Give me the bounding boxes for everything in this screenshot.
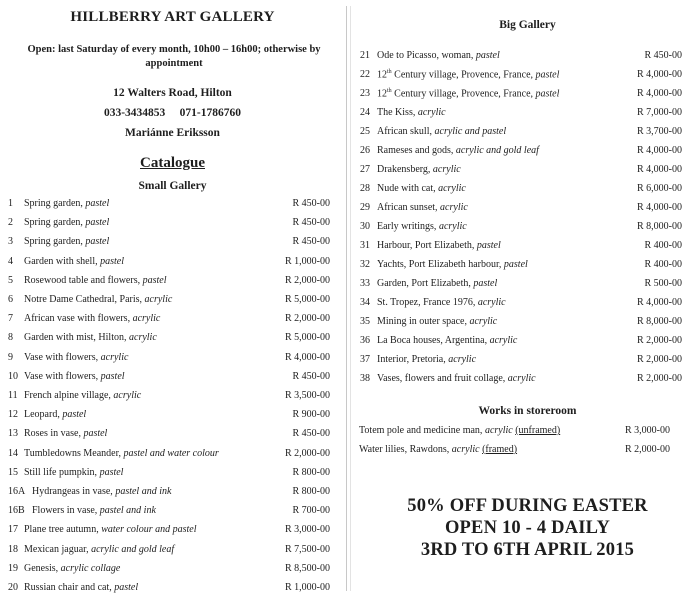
list-item	[355, 259, 700, 277]
item-number: 3	[8, 236, 13, 248]
list-item	[0, 275, 345, 291]
gallery-address: 12 Walters Road, Hilton	[113, 87, 232, 99]
item-medium: pastel	[62, 409, 87, 421]
item-title: Spring garden, pastel	[24, 217, 110, 229]
item-medium: acrylic	[469, 316, 498, 327]
item-title: Spring garden, pastel	[24, 236, 110, 248]
item-title: Garden with shell, pastel	[24, 255, 124, 267]
item-number: 23	[360, 88, 370, 99]
item-medium: acrylic	[489, 335, 518, 346]
item-number: 19	[8, 562, 18, 574]
item-title: Garden with mist, Hilton, acrylic	[24, 332, 157, 344]
item-title: Harbour, Port Elizabeth, pastel	[377, 240, 501, 251]
item-number: 20	[8, 582, 18, 593]
item-title: Water lilies, Rawdons, acrylic (framed)	[359, 444, 518, 455]
column-divider-shadow	[350, 6, 351, 591]
item-number: 2	[8, 217, 13, 229]
item-medium: acrylic	[438, 183, 466, 194]
item-medium: acrylic	[144, 294, 173, 305]
item-number: 29	[360, 202, 370, 213]
item-title: Still life pumpkin, pastel	[24, 466, 124, 478]
list-item	[355, 354, 700, 372]
item-medium: pastel	[99, 466, 124, 478]
item-price: R 2,000-00	[637, 354, 682, 365]
item-medium: acrylic	[100, 351, 129, 363]
list-item	[355, 164, 700, 182]
item-medium: acrylic	[477, 297, 506, 308]
list-item	[355, 183, 700, 201]
promo-line-3: 3RD TO 6TH APRIL 2015	[420, 540, 635, 560]
item-number: 35	[360, 316, 370, 327]
item-price: R 400-00	[644, 259, 682, 270]
list-item	[355, 88, 700, 106]
item-price: R 5,000-00	[285, 294, 330, 305]
list-item	[355, 145, 700, 163]
item-title: African sunset, acrylic	[377, 202, 468, 213]
item-price: R 4,000-00	[637, 202, 682, 213]
item-medium: pastel	[100, 255, 124, 267]
list-item	[355, 221, 700, 239]
item-price: R 2,000-00	[285, 313, 330, 325]
item-medium: acrylic	[448, 354, 477, 365]
list-item	[355, 50, 700, 68]
item-price: R 1,000-00	[285, 582, 330, 593]
item-number: 13	[8, 428, 18, 440]
item-medium: pastel and ink	[115, 486, 172, 497]
catalogue-heading: Catalogue	[140, 155, 205, 171]
item-price: R 450-00	[292, 236, 330, 248]
item-number: 37	[360, 354, 370, 365]
item-number: 5	[8, 274, 13, 286]
item-price: R 3,700-00	[637, 126, 682, 137]
item-title: Leopard, pastel	[24, 409, 87, 421]
item-title: Rameses and gods, acrylic and gold leaf	[377, 145, 539, 156]
list-item	[0, 217, 345, 233]
item-number: 22	[360, 69, 370, 80]
item-number: 33	[360, 278, 370, 289]
item-medium: pastel and ink	[99, 505, 156, 517]
right-column	[355, 0, 700, 591]
list-item	[359, 444, 700, 462]
item-title: African vase with flowers, acrylic	[24, 313, 161, 325]
item-price: R 2,000-00	[637, 335, 682, 346]
item-title: Vase with flowers, pastel	[24, 370, 125, 382]
item-medium: pastel	[85, 236, 110, 248]
item-medium: acrylic collage	[60, 562, 121, 574]
item-title: Garden, Port Elizabeth, pastel	[377, 278, 498, 289]
list-item	[0, 448, 345, 464]
item-price: R 1,000-00	[285, 255, 330, 267]
item-title: Vases, flowers and fruit collage, acrylic	[377, 373, 536, 384]
item-title: African skull, acrylic and pastel	[377, 126, 507, 137]
ordinal-suffix: th	[387, 88, 392, 94]
list-item	[355, 278, 700, 296]
item-medium: pastel	[475, 50, 500, 61]
left-column	[0, 0, 345, 591]
item-medium: acrylic	[432, 164, 461, 175]
item-number: 34	[360, 297, 370, 308]
item-number: 38	[360, 373, 370, 384]
list-item	[355, 240, 700, 258]
owner-name: Mariánne Eriksson	[125, 127, 220, 139]
list-item	[355, 126, 700, 144]
item-title: Interior, Pretoria, acrylic	[377, 354, 477, 365]
list-item	[0, 563, 345, 579]
list-item	[359, 425, 700, 443]
list-item	[0, 236, 345, 252]
item-number: 31	[360, 240, 370, 251]
item-price: R 450-00	[644, 50, 682, 61]
item-medium: pastel	[100, 370, 125, 382]
item-title: French alpine village, acrylic	[24, 390, 142, 401]
list-item	[355, 335, 700, 353]
item-price: R 800-00	[292, 486, 330, 497]
item-number: 1	[8, 198, 13, 209]
item-title: Hydrangeas in vase, pastel and ink	[32, 486, 172, 497]
item-medium: acrylic	[417, 107, 446, 118]
item-title: Spring garden, pastel	[24, 198, 110, 209]
item-medium: acrylic and pastel	[434, 126, 507, 137]
item-medium: water colour and pastel	[101, 524, 197, 536]
list-item	[355, 202, 700, 220]
item-medium: acrylic	[440, 202, 468, 213]
list-item	[0, 582, 345, 598]
list-item	[355, 316, 700, 334]
item-price: R 6,000-00	[637, 183, 682, 194]
item-number: 30	[360, 221, 370, 232]
item-medium: pastel	[503, 259, 528, 270]
item-number: 4	[8, 255, 13, 267]
list-item	[355, 297, 700, 315]
item-medium: acrylic	[132, 313, 161, 325]
item-title: Flowers in vase, pastel and ink	[32, 505, 156, 517]
item-price: R 2,000-00	[285, 274, 330, 286]
frame-status: (unframed)	[515, 425, 561, 436]
item-title: 12th Century village, Provence, France, pastel	[377, 69, 560, 81]
item-price: R 8,000-00	[637, 316, 682, 327]
item-number: 6	[8, 294, 13, 305]
list-item	[0, 390, 345, 406]
list-item	[355, 69, 700, 87]
item-price: R 4,000-00	[637, 297, 682, 308]
list-item	[0, 428, 345, 444]
list-item	[0, 505, 345, 521]
item-number: 18	[8, 543, 18, 555]
item-title: St. Tropez, France 1976, acrylic	[377, 297, 506, 308]
item-price: R 4,000-00	[637, 88, 682, 99]
big-gallery-heading: Big Gallery	[499, 19, 556, 31]
item-number: 25	[360, 126, 370, 137]
list-item	[0, 294, 345, 310]
item-medium: pastel	[83, 428, 108, 440]
storeroom-heading: Works in storeroom	[478, 405, 577, 417]
column-divider	[346, 6, 347, 591]
small-gallery-heading: Small Gallery	[138, 180, 207, 192]
item-number: 21	[360, 50, 370, 61]
list-item	[0, 332, 345, 348]
item-number: 32	[360, 259, 370, 270]
list-item	[0, 256, 345, 272]
list-item	[0, 409, 345, 425]
item-medium: acrylic	[484, 425, 513, 436]
list-item	[0, 544, 345, 560]
item-price: R 8,500-00	[285, 562, 330, 574]
item-medium: pastel	[142, 274, 167, 286]
item-title: Rosewood table and flowers, pastel	[24, 274, 167, 286]
item-medium: pastel	[535, 88, 560, 100]
frame-status: (framed)	[482, 444, 518, 455]
item-number: 16B	[8, 505, 25, 517]
opening-hours: Open: last Saturday of every month, 10h00 – 16h00; otherwise by appointment	[27, 44, 321, 69]
item-number: 28	[360, 183, 370, 194]
item-medium: pastel	[476, 240, 501, 251]
item-title: Roses in vase, pastel	[24, 428, 108, 440]
item-medium: acrylic	[507, 373, 536, 384]
item-title: La Boca houses, Argentina, acrylic	[377, 335, 518, 346]
item-price: R 8,000-00	[637, 221, 682, 232]
item-number: 14	[8, 447, 18, 459]
item-medium: pastel	[535, 69, 560, 81]
item-title: Mining in outer space, acrylic	[377, 316, 498, 327]
ordinal-suffix: th	[387, 69, 392, 75]
item-title: Genesis, acrylic collage	[24, 562, 121, 574]
item-number: 10	[8, 370, 18, 382]
item-medium: acrylic	[451, 444, 480, 455]
item-title: Vase with flowers, acrylic	[24, 351, 129, 363]
item-title: Totem pole and medicine man, acrylic (unframed)	[359, 425, 561, 436]
list-item	[0, 313, 345, 329]
item-number: 16A	[8, 486, 26, 497]
item-medium: pastel	[85, 198, 110, 209]
item-title: Plane tree autumn, water colour and pastel	[24, 524, 197, 536]
item-medium: acrylic	[438, 221, 467, 232]
item-medium: acrylic	[129, 332, 157, 344]
item-price: R 3,500-00	[285, 390, 330, 401]
item-price: R 450-00	[292, 370, 330, 382]
item-medium: acrylic and gold leaf	[91, 543, 175, 555]
item-price: R 4,000-00	[285, 351, 330, 363]
item-title: Drakensberg, acrylic	[377, 164, 461, 175]
item-price: R 7,500-00	[285, 543, 330, 555]
phone-numbers: 033-3434853 071-1786760	[103, 107, 242, 119]
item-title: The Kiss, acrylic	[377, 107, 446, 118]
item-price: R 700-00	[292, 505, 330, 517]
item-title: 12th Century village, Provence, France, pastel	[377, 88, 560, 100]
list-item	[355, 107, 700, 125]
item-number: 12	[8, 409, 18, 421]
item-number: 11	[8, 390, 18, 401]
item-price: R 800-00	[292, 466, 330, 478]
item-number: 24	[360, 107, 370, 118]
item-price: R 2,000-00	[285, 447, 330, 459]
item-number: 8	[8, 332, 13, 344]
item-price: R 450-00	[292, 428, 330, 440]
item-number: 9	[8, 351, 13, 363]
promo-line-1: 50% OFF DURING EASTER	[407, 496, 648, 516]
item-number: 26	[360, 145, 370, 156]
item-title: Yachts, Port Elizabeth harbour, pastel	[377, 259, 528, 270]
item-medium: acrylic and gold leaf	[455, 145, 539, 156]
item-price: R 4,000-00	[637, 164, 682, 175]
item-number: 7	[8, 313, 13, 325]
item-price: R 2,000-00	[625, 444, 670, 455]
item-title: Tumbledowns Meander, pastel and water colour	[24, 447, 219, 459]
list-item	[355, 373, 700, 391]
item-price: R 4,000-00	[637, 145, 682, 156]
item-price: R 400-00	[644, 240, 682, 251]
item-price: R 3,000-00	[285, 524, 330, 536]
item-medium: pastel	[473, 278, 498, 289]
item-number: 27	[360, 164, 370, 175]
item-title: Notre Dame Cathedral, Paris, acrylic	[24, 294, 173, 305]
item-title: Ode to Picasso, woman, pastel	[377, 50, 500, 61]
item-title: Early writings, acrylic	[377, 221, 467, 232]
list-item	[0, 198, 345, 214]
item-number: 15	[8, 466, 18, 478]
item-price: R 450-00	[292, 198, 330, 209]
item-title: Mexican jaguar, acrylic and gold leaf	[24, 543, 175, 555]
item-price: R 500-00	[644, 278, 682, 289]
item-price: R 7,000-00	[637, 107, 682, 118]
item-price: R 5,000-00	[285, 332, 330, 344]
item-price: R 4,000-00	[637, 69, 682, 80]
list-item	[0, 467, 345, 483]
item-price: R 450-00	[292, 217, 330, 229]
list-item	[0, 486, 345, 502]
item-number: 17	[8, 524, 18, 536]
item-number: 36	[360, 335, 370, 346]
list-item	[0, 371, 345, 387]
easter-promo	[355, 495, 700, 561]
list-item	[0, 524, 345, 540]
item-title: Nude with cat, acrylic	[377, 183, 466, 194]
item-price: R 2,000-00	[637, 373, 682, 384]
item-medium: pastel	[114, 582, 139, 593]
item-price: R 3,000-00	[625, 425, 670, 436]
item-price: R 900-00	[292, 409, 330, 421]
item-title: Russian chair and cat, pastel	[24, 582, 139, 593]
item-medium: pastel	[85, 217, 110, 229]
item-medium: pastel and water colour	[123, 447, 219, 459]
gallery-title: HILLBERRY ART GALLERY	[70, 9, 275, 25]
list-item	[0, 352, 345, 368]
item-medium: acrylic	[113, 390, 142, 401]
promo-line-2: OPEN 10 - 4 DAILY	[444, 518, 611, 538]
